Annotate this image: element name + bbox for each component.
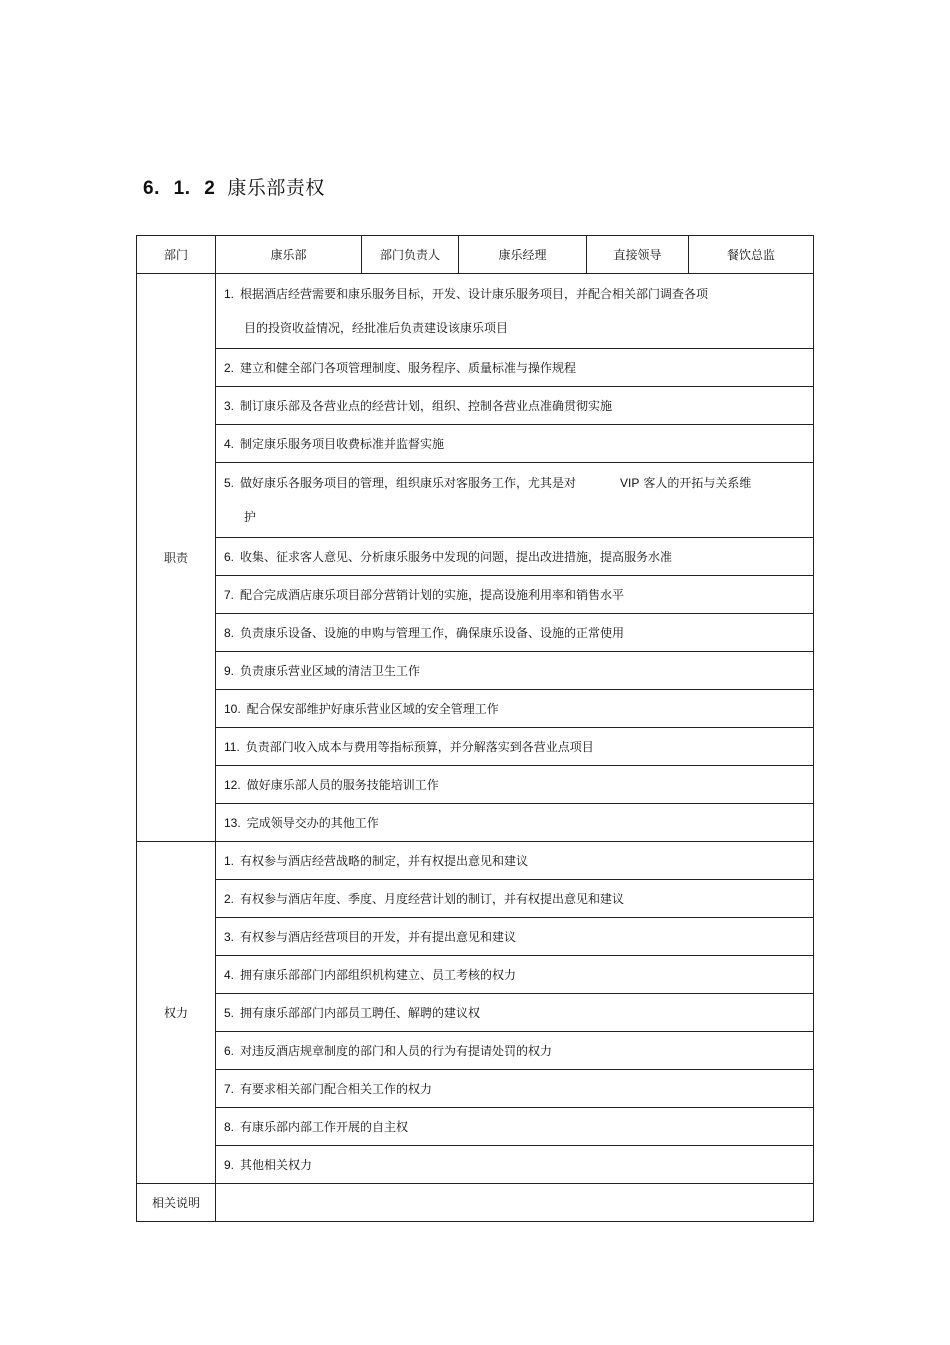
power-row: [137, 1070, 814, 1108]
power-item: 3. 有权参与酒店经营项目的开发，并有提出意见和建议: [216, 918, 814, 956]
powers-label: 权力: [137, 842, 216, 1184]
duty-row: [137, 463, 814, 538]
duty-row: [137, 349, 814, 387]
notes-row: [137, 1184, 814, 1222]
power-row: [137, 918, 814, 956]
power-item: 5. 拥有康乐部部门内部员工聘任、解聘的建议权: [216, 994, 814, 1032]
duty-item: 9. 负责康乐营业区域的清洁卫生工作: [216, 652, 814, 690]
power-row: [137, 994, 814, 1032]
power-row: [137, 1146, 814, 1184]
duty-item: 2. 建立和健全部门各项管理制度、服务程序、质量标准与操作规程: [216, 349, 814, 387]
power-row: [137, 1108, 814, 1146]
header-row: [137, 236, 814, 274]
duty-item: 1. 根据酒店经营需要和康乐服务目标，开发、设计康乐服务项目，并配合相关部门调查各项 目的投资收益情况，经批准后负责建设该康乐项目: [216, 274, 814, 349]
power-item: 2. 有权参与酒店年度、季度、月度经营计划的制订，并有权提出意见和建议: [216, 880, 814, 918]
duty-row: [137, 652, 814, 690]
leader-value: 餐饮总监: [689, 236, 814, 274]
section-number: 6. 1. 2: [143, 178, 216, 199]
duty-row: [137, 425, 814, 463]
power-item: 9. 其他相关权力: [216, 1146, 814, 1184]
duty-row: [137, 576, 814, 614]
duty-item: 10. 配合保安部维护好康乐营业区域的安全管理工作: [216, 690, 814, 728]
duty-row: [137, 804, 814, 842]
power-item: 6. 对违反酒店规章制度的部门和人员的行为有提请处罚的权力: [216, 1032, 814, 1070]
duty-row: [137, 538, 814, 576]
duty-row: [137, 766, 814, 804]
power-row: [137, 1032, 814, 1070]
power-item: 7. 有要求相关部门配合相关工作的权力: [216, 1070, 814, 1108]
head-label: 部门负责人: [362, 236, 459, 274]
notes-label: 相关说明: [137, 1184, 216, 1222]
section-title: 康乐部责权: [227, 177, 325, 199]
duty-item: 6. 收集、征求客人意见、分析康乐服务中发现的问题，提出改进措施，提高服务水准: [216, 538, 814, 576]
power-item: 8. 有康乐部内部工作开展的自主权: [216, 1108, 814, 1146]
power-row: [137, 880, 814, 918]
duty-row: [137, 614, 814, 652]
duty-item: 13. 完成领导交办的其他工作: [216, 804, 814, 842]
leader-label: 直接领导: [587, 236, 689, 274]
duty-item: 5. 做好康乐各服务项目的管理，组织康乐对客服务工作，尤其是对 VIP 客人的开拓与关系维 护: [216, 463, 814, 538]
notes-value: [216, 1184, 814, 1222]
power-item: 4. 拥有康乐部部门内部组织机构建立、员工考核的权力: [216, 956, 814, 994]
duty-item: 8. 负责康乐设备、设施的申购与管理工作，确保康乐设备、设施的正常使用: [216, 614, 814, 652]
dept-label: 部门: [137, 236, 216, 274]
duty-row: [137, 690, 814, 728]
responsibility-table: [136, 235, 814, 1222]
duty-row: [137, 728, 814, 766]
duty-item: 12. 做好康乐部人员的服务技能培训工作: [216, 766, 814, 804]
duty-item: 3. 制订康乐部及各营业点的经营计划，组织、控制各营业点准确贯彻实施: [216, 387, 814, 425]
duty-item: 7. 配合完成酒店康乐项目部分营销计划的实施，提高设施利用率和销售水平: [216, 576, 814, 614]
power-row: [137, 842, 814, 880]
dept-value: 康乐部: [216, 236, 362, 274]
duty-row: [137, 387, 814, 425]
page-title: [143, 173, 325, 200]
duty-item: 4. 制定康乐服务项目收费标准并监督实施: [216, 425, 814, 463]
duty-row: [137, 274, 814, 349]
power-row: [137, 956, 814, 994]
duty-item: 11. 负责部门收入成本与费用等指标预算，并分解落实到各营业点项目: [216, 728, 814, 766]
head-value: 康乐经理: [459, 236, 587, 274]
power-item: 1. 有权参与酒店经营战略的制定，并有权提出意见和建议: [216, 842, 814, 880]
duties-label: 职责: [137, 274, 216, 842]
